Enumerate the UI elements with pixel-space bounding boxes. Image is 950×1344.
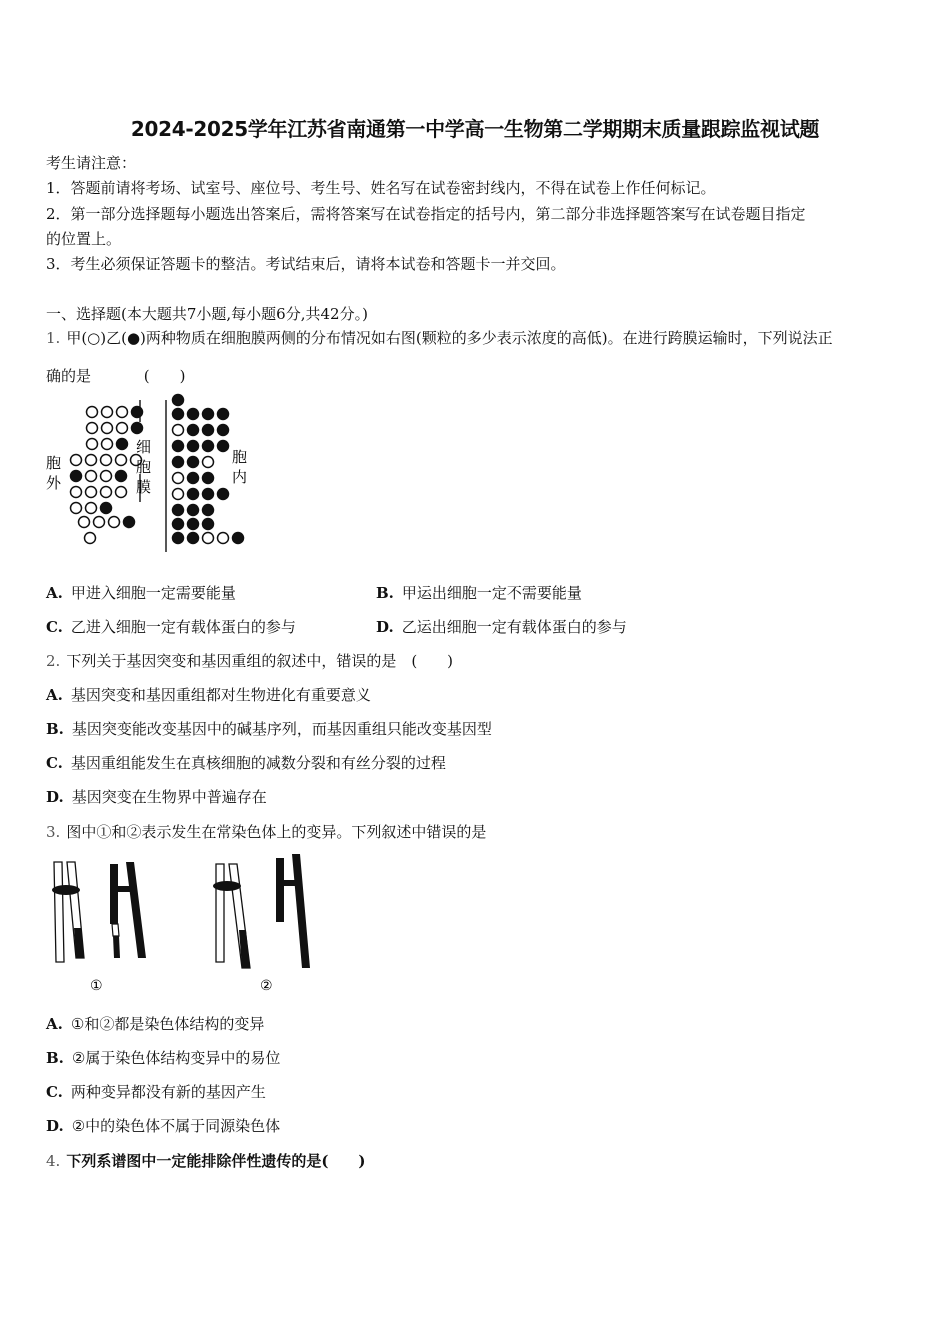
inside-yi-particle xyxy=(188,519,199,530)
option-letter: D. xyxy=(376,618,394,636)
option-text: 两种变异都没有新的基因产生 xyxy=(70,1083,266,1101)
q1-option-b[interactable] xyxy=(376,582,582,603)
outside-jia-particle xyxy=(101,471,112,482)
option-text: 甲进入细胞一定需要能量 xyxy=(70,584,236,602)
chromosome-pair-1 xyxy=(52,862,146,994)
outside-jia-particle xyxy=(102,407,113,418)
option-letter: A. xyxy=(46,584,63,602)
inside-yi-particle xyxy=(203,473,214,484)
option-letter: B. xyxy=(46,1049,64,1067)
option-text: 乙进入细胞一定有载体蛋白的参与 xyxy=(70,618,296,636)
outside-jia-particle xyxy=(86,455,97,466)
q2-option-a[interactable] xyxy=(46,684,371,705)
question-text: 甲(○)乙(●)两种物质在细胞膜两侧的分布情况如右图(颗粒的多少表示浓度的高低)。在进行跨膜运输时，下列说法正 xyxy=(66,329,833,347)
inside-yi-particle xyxy=(203,489,214,500)
outside-yi-particle xyxy=(101,503,112,514)
inside-yi-particle xyxy=(188,489,199,500)
inside-yi-particle xyxy=(188,409,199,420)
inside-yi-particle xyxy=(173,409,184,420)
outside-jia-particle xyxy=(116,487,127,498)
inside-yi-particle xyxy=(218,489,229,500)
figure-label-2: ② xyxy=(260,978,273,994)
question-number: 1. xyxy=(46,329,61,347)
outside-jia-particle xyxy=(94,517,105,528)
inside-jia-particle xyxy=(173,425,184,436)
option-letter: D. xyxy=(46,1117,64,1135)
inside-yi-particle xyxy=(203,441,214,452)
outside-yi-particle xyxy=(124,517,135,528)
page-title: 2024-2025学年江苏省南通第一中学高一生物第二学期期末质量跟踪监视试题 xyxy=(130,117,820,141)
inside-jia-particle xyxy=(173,473,184,484)
question-3 xyxy=(46,821,486,842)
question-1 xyxy=(46,327,833,348)
inside-yi-particle xyxy=(188,533,199,544)
inside-yi-particle xyxy=(188,441,199,452)
option-letter: B. xyxy=(376,584,394,602)
q1-option-c[interactable] xyxy=(46,616,296,637)
outside-jia-particle xyxy=(87,439,98,450)
question-number: 3. xyxy=(46,823,61,841)
label-outside-1: 胞 xyxy=(46,454,62,472)
inside-yi-particle xyxy=(233,533,244,544)
question-1-cont xyxy=(46,365,186,386)
option-text: 基因突变能改变基因中的碱基序列，而基因重组只能改变基因型 xyxy=(71,720,492,738)
inside-yi-particle xyxy=(173,457,184,468)
outside-jia-particle xyxy=(116,455,127,466)
option-letter: C. xyxy=(46,618,63,636)
outside-jia-particle xyxy=(86,471,97,482)
question-number: 4. xyxy=(46,1152,61,1170)
option-letter: C. xyxy=(46,1083,63,1101)
question-4 xyxy=(46,1150,366,1171)
option-letter: A. xyxy=(46,686,63,704)
label-inside-1: 胞 xyxy=(232,448,248,466)
inside-yi-particle xyxy=(218,441,229,452)
option-text: 乙运出细胞一定有载体蛋白的参与 xyxy=(401,618,627,636)
outside-jia-particle xyxy=(86,487,97,498)
option-letter: C. xyxy=(46,754,63,772)
q3-option-d[interactable] xyxy=(46,1115,280,1136)
inside-jia-particle xyxy=(203,457,214,468)
outside-jia-particle xyxy=(79,517,90,528)
question-text: 下列关于基因突变和基因重组的叙述中，错误的是 ( ) xyxy=(66,652,454,670)
outside-jia-particle xyxy=(102,423,113,434)
q1-option-a[interactable] xyxy=(46,582,236,603)
question-text-cont: 确的是 xyxy=(46,367,92,385)
option-letter: D. xyxy=(46,788,64,806)
option-text: 基因突变和基因重组都对生物进化有重要意义 xyxy=(70,686,371,704)
outside-yi-particle xyxy=(71,471,82,482)
option-text: ②中的染色体不属于同源染色体 xyxy=(71,1117,281,1135)
label-inside-2: 内 xyxy=(232,468,248,486)
inside-yi-particle xyxy=(218,409,229,420)
outside-jia-particle xyxy=(87,407,98,418)
outside-jia-particle xyxy=(101,455,112,466)
inside-yi-particle xyxy=(173,505,184,516)
outside-yi-particle xyxy=(116,471,127,482)
outside-jia-particle xyxy=(102,439,113,450)
notice-item-2: 2．第一部分选择题每小题选出答案后，需将答案写在试卷指定的括号内，第二部分非选择题答案写在试卷题目指定 xyxy=(46,205,806,223)
inside-yi-particle xyxy=(218,425,229,436)
inside-yi-particle xyxy=(188,473,199,484)
q2-option-b[interactable] xyxy=(46,718,492,739)
q3-option-b[interactable] xyxy=(46,1047,280,1068)
q2-option-c[interactable] xyxy=(46,752,446,773)
question-text: 图中①和②表示发生在常染色体上的变异。下列叙述中错误的是 xyxy=(66,823,487,841)
label-membrane-2: 胞 xyxy=(136,458,152,476)
outside-yi-particle xyxy=(132,423,143,434)
outside-jia-particle xyxy=(87,423,98,434)
membrane-diagram xyxy=(44,392,254,554)
outside-yi-particle xyxy=(132,407,143,418)
inside-yi-particle xyxy=(203,409,214,420)
outside-jia-particle xyxy=(85,533,96,544)
inside-yi-particle xyxy=(173,519,184,530)
option-letter: A. xyxy=(46,1015,63,1033)
outside-jia-particle xyxy=(86,503,97,514)
outside-jia-particle xyxy=(71,455,82,466)
section-heading: 一、选择题(本大题共7小题,每小题6分,共42分。) xyxy=(46,305,368,323)
inside-yi-particle xyxy=(203,519,214,530)
outside-yi-particle xyxy=(117,439,128,450)
notice-heading: 考生请注意： xyxy=(46,154,137,172)
inside-jia-particle xyxy=(203,533,214,544)
inside-yi-particle xyxy=(188,457,199,468)
outside-jia-particle xyxy=(117,423,128,434)
inside-yi-particle xyxy=(188,425,199,436)
outside-jia-particle xyxy=(71,503,82,514)
inside-yi-particle xyxy=(173,395,184,406)
inside-jia-particle xyxy=(218,533,229,544)
answer-paren: ( ) xyxy=(143,367,186,385)
question-text: 下列系谱图中一定能排除伴性遗传的是( ) xyxy=(66,1152,366,1170)
option-text: 甲运出细胞一定不需要能量 xyxy=(401,584,582,602)
outside-jia-particle xyxy=(109,517,120,528)
inside-jia-particle xyxy=(173,489,184,500)
notice-item-1: 1．答题前请将考场、试室号、座位号、考生号、姓名写在试卷密封线内，不得在试卷上作任何标记。 xyxy=(46,179,716,197)
inside-yi-particle xyxy=(203,425,214,436)
option-text: ②属于染色体结构变异中的易位 xyxy=(71,1049,281,1067)
outside-jia-particle xyxy=(71,487,82,498)
inside-yi-particle xyxy=(173,533,184,544)
label-membrane-1: 细 xyxy=(136,438,152,456)
option-letter: B. xyxy=(46,720,64,738)
question-number: 2. xyxy=(46,652,61,670)
chromosome-diagram xyxy=(46,850,326,998)
inside-yi-particle xyxy=(188,505,199,516)
q3-option-c[interactable] xyxy=(46,1081,266,1102)
outside-jia-particle xyxy=(117,407,128,418)
option-text: 基因突变在生物界中普遍存在 xyxy=(71,788,267,806)
figure-label-1: ① xyxy=(90,978,103,994)
q3-option-a[interactable] xyxy=(46,1013,264,1034)
notice-item-2-cont: 的位置上。 xyxy=(46,230,122,248)
outside-jia-particle xyxy=(101,487,112,498)
notice-item-3: 3．考生必须保证答题卡的整洁。考试结束后，请将本试卷和答题卡一并交回。 xyxy=(46,255,566,273)
q1-option-d[interactable] xyxy=(376,616,627,637)
option-text: 基因重组能发生在真核细胞的减数分裂和有丝分裂的过程 xyxy=(70,754,446,772)
question-2 xyxy=(46,650,453,671)
chromosome-pair-2 xyxy=(213,854,310,994)
label-membrane-3: 膜 xyxy=(136,478,152,496)
q2-option-d[interactable] xyxy=(46,786,267,807)
option-text: ①和②都是染色体结构的变异 xyxy=(70,1015,265,1033)
inside-yi-particle xyxy=(173,441,184,452)
inside-yi-particle xyxy=(203,505,214,516)
outside-particles xyxy=(71,407,143,544)
label-outside-2: 外 xyxy=(46,474,62,492)
